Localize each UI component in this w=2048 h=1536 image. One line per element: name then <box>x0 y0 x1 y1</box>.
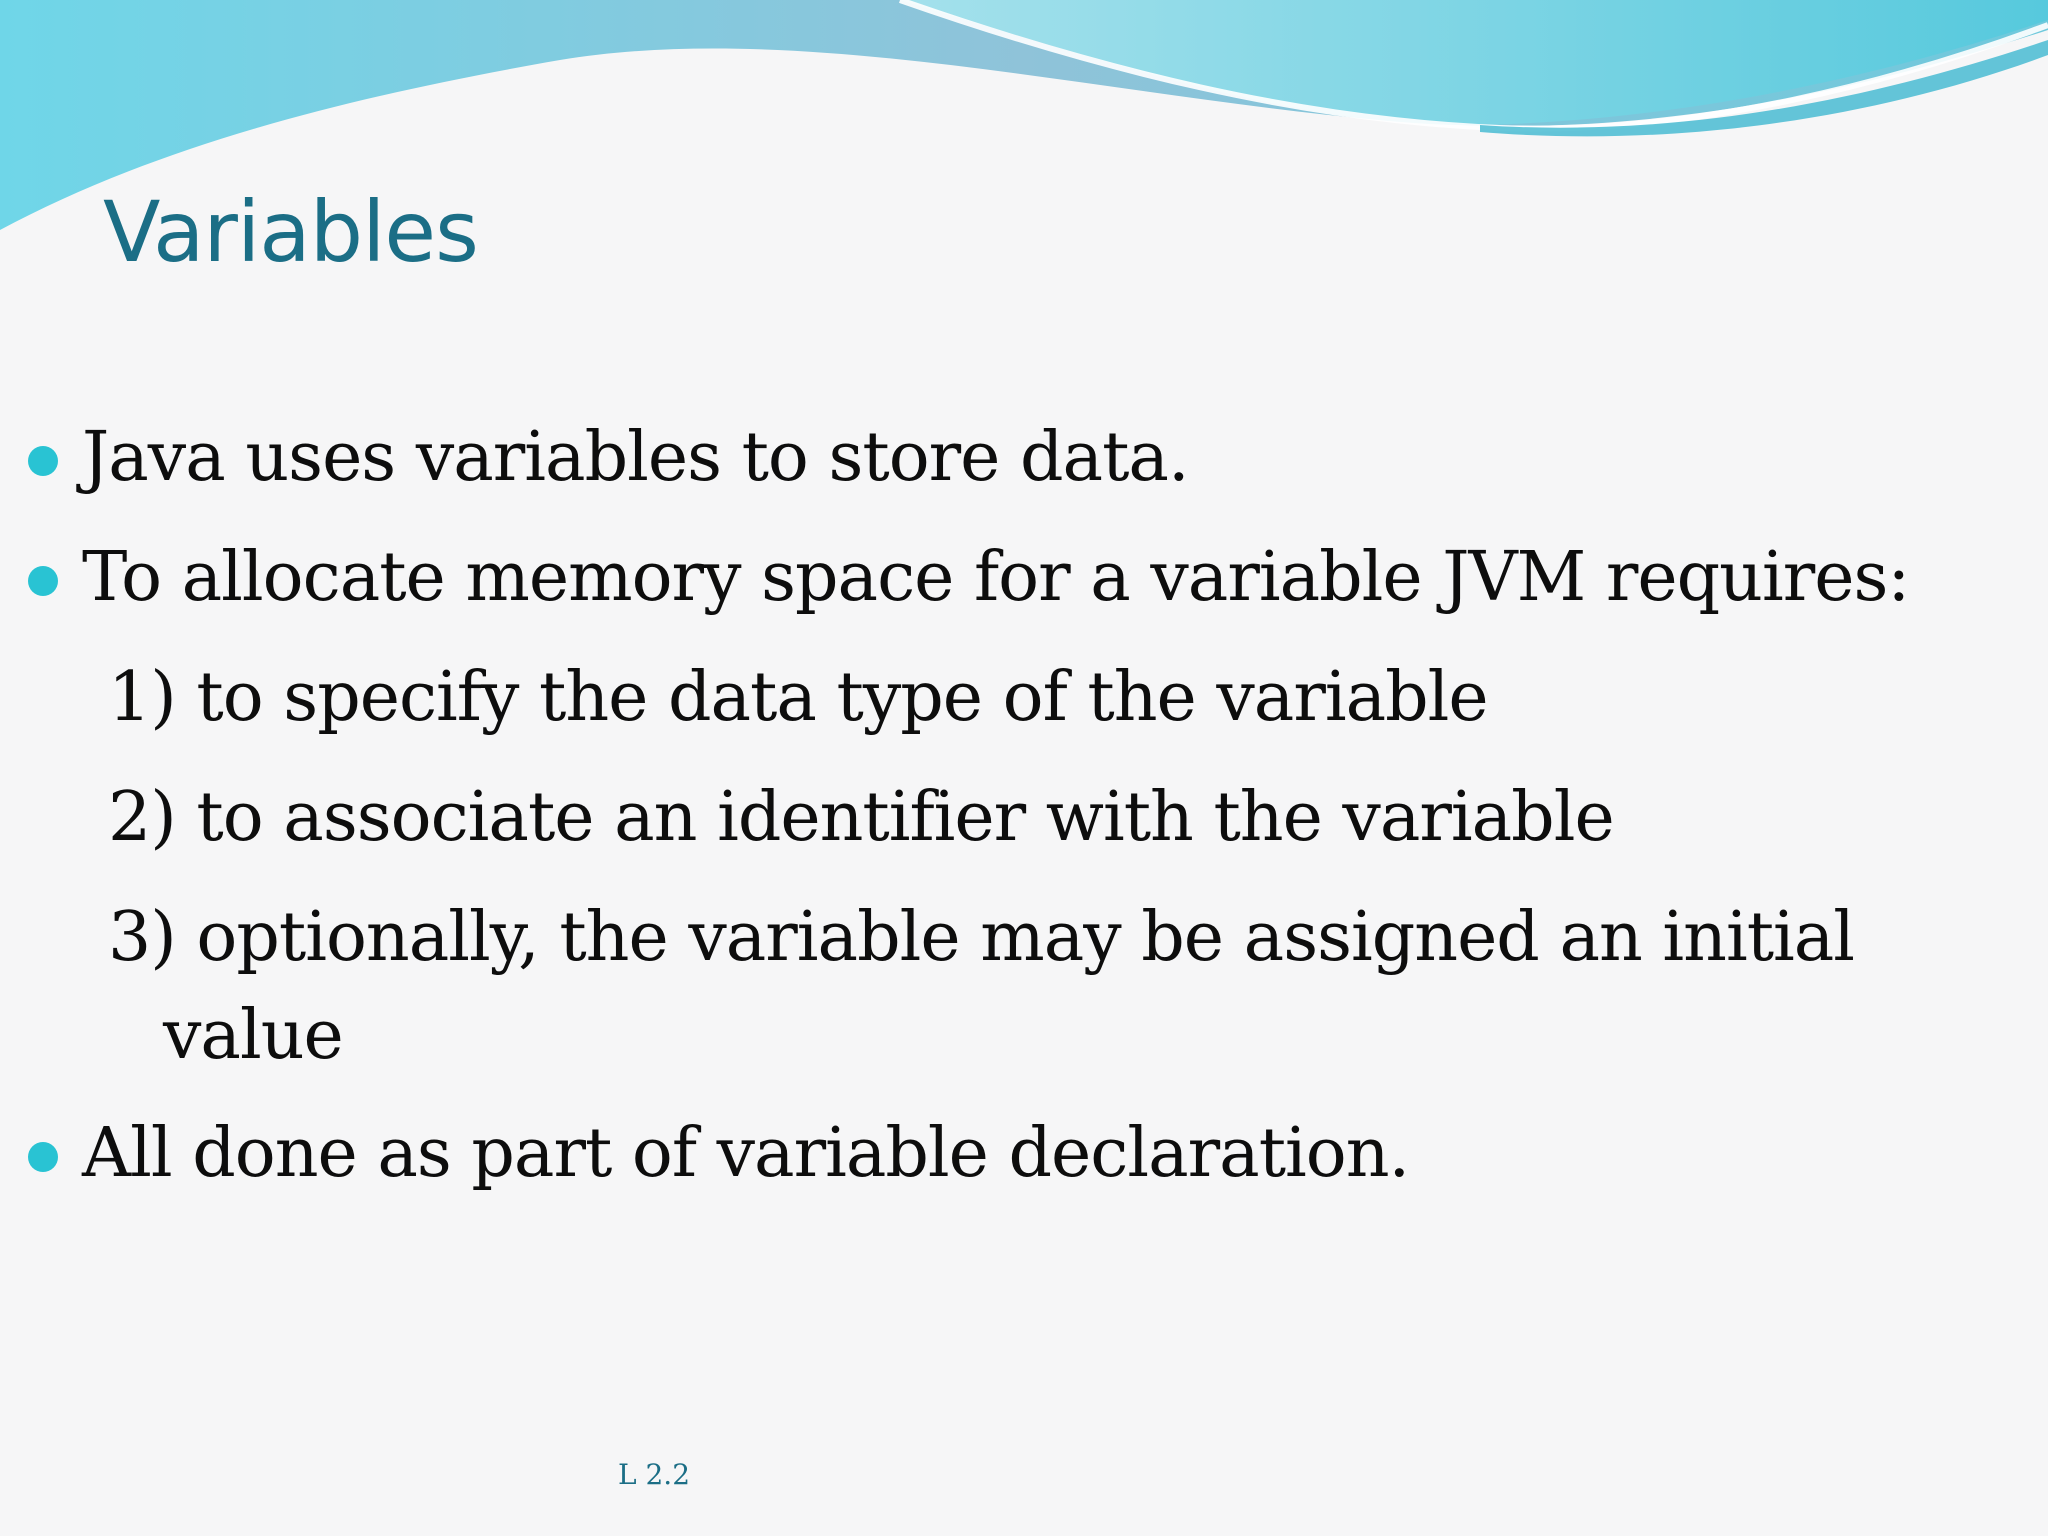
bullet-text: Java uses variables to store data. <box>82 418 1189 497</box>
bullet-dot-icon <box>28 446 58 476</box>
slide-title: Variables <box>103 183 478 281</box>
slide-footer-label: L 2.2 <box>618 1458 691 1491</box>
subitem-number: 1) <box>108 658 176 737</box>
bullet-item <box>0 524 1982 632</box>
bullet-item <box>0 404 1982 512</box>
subitem-number: 2) <box>108 778 176 857</box>
bullet-dot-icon <box>28 566 58 596</box>
subitem-text: to associate an identifier with the variable <box>196 778 1614 857</box>
subitem-continuation: value <box>163 996 343 1075</box>
bullet-text: To allocate memory space for a variable JVM requires: <box>82 538 1910 617</box>
subitem-text: to specify the data type of the variable <box>196 658 1488 737</box>
numbered-subitem <box>0 638 2048 758</box>
bullet-item <box>0 1100 1982 1208</box>
numbered-subitem <box>0 758 2048 878</box>
bullet-text: All done as part of variable declaration. <box>82 1114 1410 1193</box>
bullet-dot-icon <box>28 1142 58 1172</box>
subitem-text: optionally, the variable may be assigned an initial <box>196 898 1855 977</box>
bullet-list <box>0 404 2048 1208</box>
subitem-number: 3) <box>108 898 176 977</box>
